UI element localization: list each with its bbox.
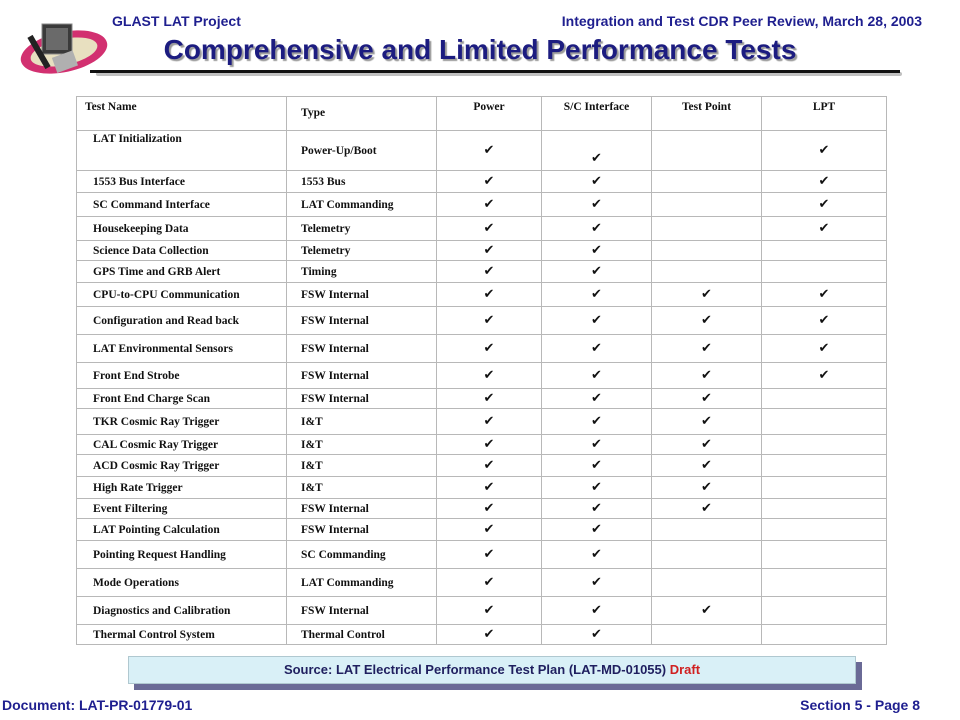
lpt-cell	[762, 435, 887, 455]
test-type-cell: 1553 Bus	[287, 171, 437, 193]
lpt-cell	[762, 597, 887, 625]
table-row	[77, 477, 887, 499]
tp-cell	[652, 519, 762, 541]
tp-cell	[652, 625, 762, 645]
test-point-check-icon: ✔	[701, 368, 712, 383]
lpt-check-icon: ✔	[818, 313, 830, 328]
sc-cell	[542, 363, 652, 389]
power-check-icon: ✔	[483, 522, 495, 537]
project-name: GLAST LAT Project	[112, 13, 241, 29]
tp-cell	[652, 131, 762, 171]
tp-cell	[652, 335, 762, 363]
tp-cell	[652, 283, 762, 307]
test-name-cell: CPU-to-CPU Communication	[77, 283, 287, 307]
lpt-cell	[762, 625, 887, 645]
sc-interface-check-icon: ✔	[591, 313, 602, 328]
test-type-cell: FSW Internal	[287, 597, 437, 625]
sc-cell	[542, 597, 652, 625]
power-cell	[437, 193, 542, 217]
test-type-cell: FSW Internal	[287, 389, 437, 409]
sc-cell	[542, 217, 652, 241]
power-check-icon: ✔	[483, 174, 495, 189]
test-type-cell: SC Commanding	[287, 541, 437, 569]
test-name-cell: Event Filtering	[77, 499, 287, 519]
page-title: Comprehensive and Limited Performance Tests	[163, 34, 797, 65]
sc-cell	[542, 477, 652, 499]
test-type-cell: FSW Internal	[287, 335, 437, 363]
test-type-cell: FSW Internal	[287, 363, 437, 389]
sc-interface-check-icon: ✔	[591, 501, 602, 516]
table-row	[77, 569, 887, 597]
tp-cell	[652, 455, 762, 477]
tp-cell	[652, 307, 762, 335]
event-name: Integration and Test CDR Peer Review, March 28, 2003	[561, 13, 922, 29]
power-cell	[437, 217, 542, 241]
power-cell	[437, 569, 542, 597]
test-name-cell: Housekeeping Data	[77, 217, 287, 241]
power-check-icon: ✔	[483, 414, 495, 429]
test-point-check-icon: ✔	[701, 603, 712, 618]
lpt-cell	[762, 335, 887, 363]
sc-cell	[542, 409, 652, 435]
sc-interface-check-icon: ✔	[591, 391, 602, 406]
test-type-cell: Thermal Control	[287, 625, 437, 645]
lpt-cell	[762, 217, 887, 241]
sc-cell	[542, 307, 652, 335]
lpt-cell	[762, 519, 887, 541]
tp-cell	[652, 435, 762, 455]
test-name-cell: Mode Operations	[77, 569, 287, 597]
tp-cell	[652, 171, 762, 193]
column-header-power: Power	[437, 97, 542, 131]
test-point-check-icon: ✔	[701, 458, 712, 473]
sc-cell	[542, 389, 652, 409]
tp-cell	[652, 409, 762, 435]
power-cell	[437, 261, 542, 283]
test-type-cell: I&T	[287, 435, 437, 455]
test-point-check-icon: ✔	[701, 480, 712, 495]
lpt-check-icon: ✔	[818, 221, 830, 236]
table-row	[77, 625, 887, 645]
test-name-cell: ACD Cosmic Ray Trigger	[77, 455, 287, 477]
power-check-icon: ✔	[483, 264, 495, 279]
table-row	[77, 389, 887, 409]
column-header-type: Type	[287, 97, 437, 131]
test-type-cell: I&T	[287, 477, 437, 499]
sc-interface-check-icon: ✔	[591, 414, 602, 429]
column-header-test-name: Test Name	[77, 97, 287, 131]
sc-interface-check-icon: ✔	[591, 522, 602, 537]
title-rule	[90, 70, 900, 73]
tp-cell	[652, 477, 762, 499]
power-cell	[437, 435, 542, 455]
power-cell	[437, 455, 542, 477]
table-row	[77, 519, 887, 541]
source-text: Source: LAT Electrical Performance Test Plan (LAT-MD-01055)	[283, 662, 670, 677]
sc-interface-check-icon: ✔	[591, 458, 602, 473]
table-header-row	[77, 97, 887, 131]
test-point-check-icon: ✔	[701, 287, 712, 302]
power-cell	[437, 389, 542, 409]
lpt-cell	[762, 389, 887, 409]
power-cell	[437, 409, 542, 435]
sc-interface-check-icon: ✔	[591, 197, 602, 212]
test-type-cell: FSW Internal	[287, 307, 437, 335]
power-check-icon: ✔	[483, 547, 495, 562]
lpt-cell	[762, 409, 887, 435]
tp-cell	[652, 569, 762, 597]
sc-interface-check-icon: ✔	[591, 547, 602, 562]
table-row	[77, 307, 887, 335]
lpt-cell	[762, 477, 887, 499]
sc-interface-check-icon: ✔	[591, 627, 602, 642]
test-point-check-icon: ✔	[701, 501, 712, 516]
tp-cell	[652, 193, 762, 217]
lpt-cell	[762, 569, 887, 597]
power-cell	[437, 541, 542, 569]
test-type-cell: I&T	[287, 455, 437, 477]
test-name-cell: TKR Cosmic Ray Trigger	[77, 409, 287, 435]
sc-interface-check-icon: ✔	[591, 243, 602, 258]
test-name-cell: Front End Charge Scan	[77, 389, 287, 409]
test-point-check-icon: ✔	[701, 391, 712, 406]
table-row	[77, 541, 887, 569]
power-check-icon: ✔	[483, 368, 495, 383]
power-check-icon: ✔	[483, 391, 495, 406]
sc-interface-check-icon: ✔	[591, 480, 602, 495]
test-name-cell: Science Data Collection	[77, 241, 287, 261]
power-check-icon: ✔	[483, 627, 495, 642]
test-point-check-icon: ✔	[701, 313, 712, 328]
table-row	[77, 455, 887, 477]
test-type-cell: FSW Internal	[287, 519, 437, 541]
tp-cell	[652, 241, 762, 261]
power-check-icon: ✔	[483, 341, 495, 356]
power-check-icon: ✔	[483, 603, 495, 618]
sc-interface-check-icon: ✔	[591, 368, 602, 383]
test-name-cell: Configuration and Read back	[77, 307, 287, 335]
test-type-cell: Telemetry	[287, 241, 437, 261]
test-point-check-icon: ✔	[701, 341, 712, 356]
table-row	[77, 131, 887, 171]
sc-interface-check-icon: ✔	[591, 287, 602, 302]
lpt-cell	[762, 171, 887, 193]
lpt-cell	[762, 261, 887, 283]
sc-cell	[542, 625, 652, 645]
lpt-cell	[762, 455, 887, 477]
table-row	[77, 499, 887, 519]
sc-cell	[542, 435, 652, 455]
lpt-check-icon: ✔	[818, 287, 830, 302]
sc-cell	[542, 519, 652, 541]
test-name-cell: SC Command Interface	[77, 193, 287, 217]
power-check-icon: ✔	[483, 243, 495, 258]
tp-cell	[652, 389, 762, 409]
table-row	[77, 261, 887, 283]
power-check-icon: ✔	[483, 501, 495, 516]
sc-cell	[542, 283, 652, 307]
sc-interface-check-icon: ✔	[591, 603, 602, 618]
test-type-cell: LAT Commanding	[287, 569, 437, 597]
table-row	[77, 335, 887, 363]
sc-cell	[542, 335, 652, 363]
table-row	[77, 241, 887, 261]
lpt-cell	[762, 363, 887, 389]
table-body	[77, 131, 887, 645]
test-point-check-icon: ✔	[701, 437, 712, 452]
column-header-lpt: LPT	[762, 97, 887, 131]
sc-interface-check-icon: ✔	[591, 575, 602, 590]
test-name-cell: LAT Pointing Calculation	[77, 519, 287, 541]
table-row	[77, 409, 887, 435]
power-cell	[437, 597, 542, 625]
sc-cell	[542, 569, 652, 597]
power-cell	[437, 519, 542, 541]
test-type-cell: Telemetry	[287, 217, 437, 241]
test-name-cell: LAT Initialization	[77, 131, 287, 171]
table-row	[77, 597, 887, 625]
column-header-test-point: Test Point	[652, 97, 762, 131]
test-name-cell: Pointing Request Handling	[77, 541, 287, 569]
test-name-cell: High Rate Trigger	[77, 477, 287, 499]
test-type-cell: FSW Internal	[287, 499, 437, 519]
power-cell	[437, 307, 542, 335]
sc-cell	[542, 541, 652, 569]
tp-cell	[652, 217, 762, 241]
document-id: Document: LAT-PR-01779-01	[2, 697, 193, 713]
sc-interface-check-icon: ✔	[591, 264, 602, 279]
power-check-icon: ✔	[483, 287, 495, 302]
sc-interface-check-icon: ✔	[591, 437, 602, 452]
test-name-cell: CAL Cosmic Ray Trigger	[77, 435, 287, 455]
power-cell	[437, 499, 542, 519]
lpt-check-icon: ✔	[818, 368, 830, 383]
sc-cell	[542, 455, 652, 477]
sc-cell	[542, 499, 652, 519]
test-type-cell: Power-Up/Boot	[287, 131, 437, 171]
test-type-cell: Timing	[287, 261, 437, 283]
sc-cell	[542, 131, 652, 171]
lpt-check-icon: ✔	[818, 197, 830, 212]
column-header-sc-interface: S/C Interface	[542, 97, 652, 131]
lpt-cell	[762, 241, 887, 261]
power-cell	[437, 335, 542, 363]
sc-interface-check-icon: ✔	[591, 174, 602, 189]
test-name-cell: Front End Strobe	[77, 363, 287, 389]
power-check-icon: ✔	[483, 143, 495, 158]
power-cell	[437, 363, 542, 389]
power-cell	[437, 171, 542, 193]
test-type-cell: LAT Commanding	[287, 193, 437, 217]
lpt-cell	[762, 307, 887, 335]
test-name-cell: Diagnostics and Calibration	[77, 597, 287, 625]
table-row	[77, 435, 887, 455]
sc-cell	[542, 171, 652, 193]
test-name-cell: Thermal Control System	[77, 625, 287, 645]
lpt-cell	[762, 541, 887, 569]
power-cell	[437, 131, 542, 171]
sc-interface-check-icon: ✔	[591, 221, 602, 236]
draft-label: Draft	[669, 662, 701, 677]
lpt-cell	[762, 131, 887, 171]
page-number: Section 5 - Page 8	[800, 697, 920, 713]
test-name-cell: GPS Time and GRB Alert	[77, 261, 287, 283]
power-check-icon: ✔	[483, 575, 495, 590]
test-type-cell: I&T	[287, 409, 437, 435]
table-row	[77, 363, 887, 389]
test-name-cell: LAT Environmental Sensors	[77, 335, 287, 363]
test-point-check-icon: ✔	[701, 414, 712, 429]
table-row	[77, 283, 887, 307]
power-check-icon: ✔	[483, 480, 495, 495]
table-row	[77, 193, 887, 217]
lpt-check-icon: ✔	[818, 174, 830, 189]
tp-cell	[652, 541, 762, 569]
tp-cell	[652, 597, 762, 625]
sc-cell	[542, 193, 652, 217]
table-row	[77, 171, 887, 193]
power-check-icon: ✔	[483, 197, 495, 212]
power-check-icon: ✔	[483, 313, 495, 328]
lpt-cell	[762, 283, 887, 307]
lpt-check-icon: ✔	[818, 143, 830, 158]
power-check-icon: ✔	[483, 221, 495, 236]
tp-cell	[652, 499, 762, 519]
sc-cell	[542, 261, 652, 283]
source-box	[128, 656, 856, 684]
performance-tests-table	[76, 96, 887, 645]
lpt-cell	[762, 499, 887, 519]
sc-cell	[542, 241, 652, 261]
lpt-check-icon: ✔	[818, 341, 830, 356]
power-cell	[437, 625, 542, 645]
test-name-cell: 1553 Bus Interface	[77, 171, 287, 193]
sc-interface-check-icon: ✔	[591, 341, 602, 356]
power-cell	[437, 241, 542, 261]
table-row	[77, 217, 887, 241]
sc-interface-check-icon: ✔	[591, 151, 602, 166]
tp-cell	[652, 261, 762, 283]
power-check-icon: ✔	[483, 458, 495, 473]
tp-cell	[652, 363, 762, 389]
lpt-cell	[762, 193, 887, 217]
power-cell	[437, 477, 542, 499]
power-cell	[437, 283, 542, 307]
power-check-icon: ✔	[483, 437, 495, 452]
test-type-cell: FSW Internal	[287, 283, 437, 307]
